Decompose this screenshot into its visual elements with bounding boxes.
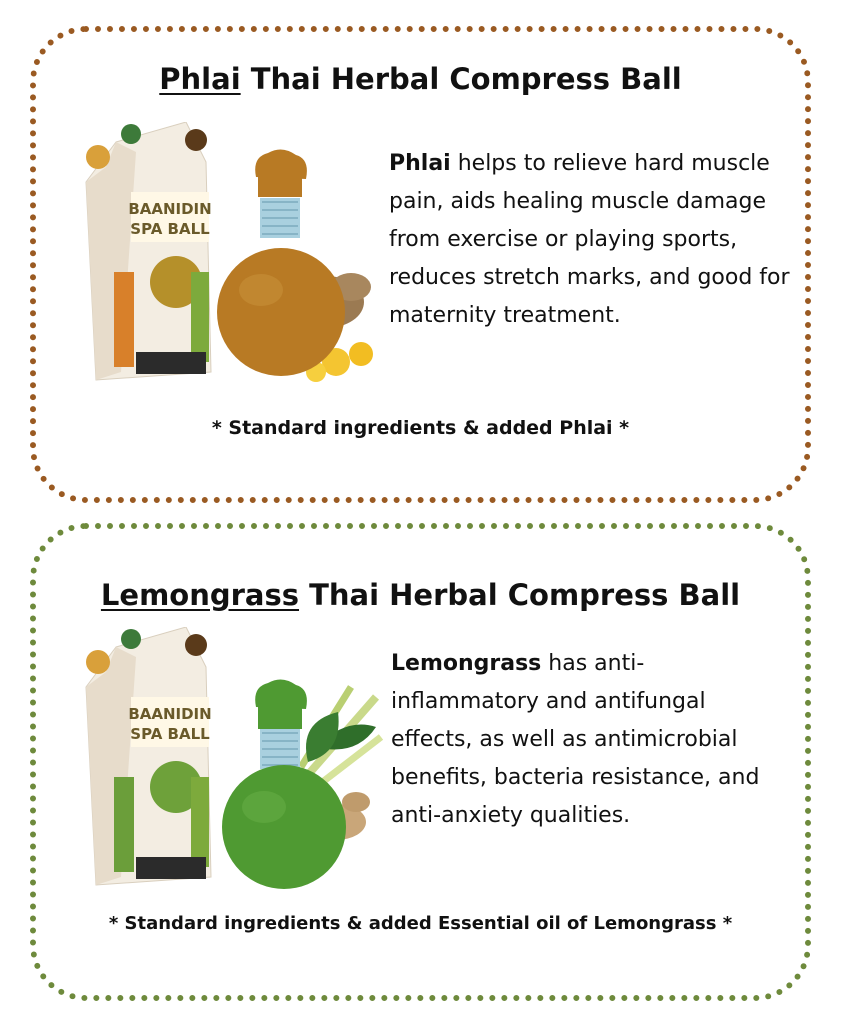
- phlai-description: [389, 145, 809, 335]
- phlai-desc-text: helps to relieve hard muscle pain, aids healing muscle damage from exercise or playing sports, reduces stretch marks, and good for maternity treatment.: [389, 151, 790, 328]
- phlai-package-brand-2: SPA BALL: [130, 220, 210, 238]
- phlai-product-image: [76, 122, 376, 392]
- lemongrass-footnote: * Standard ingredients & added Essential oil of Lemongrass *: [108, 913, 733, 934]
- lemongrass-product-image: [76, 627, 386, 897]
- lemongrass-card-title: [36, 578, 805, 612]
- lemongrass-card: [30, 523, 811, 1001]
- lemongrass-package-brand-2: SPA BALL: [130, 725, 210, 743]
- lemongrass-title-highlight: Lemongrass: [100, 578, 300, 612]
- phlai-title-highlight: Phlai: [159, 62, 241, 96]
- lemongrass-desc-bold: Lemongrass: [391, 651, 542, 676]
- lemongrass-package-brand-1: BAANIDIN: [128, 705, 212, 723]
- phlai-card-title: [36, 62, 805, 96]
- phlai-desc-bold: Phlai: [389, 151, 451, 176]
- phlai-title-rest: Thai Herbal Compress Ball: [240, 62, 682, 96]
- phlai-package-brand-1: BAANIDIN: [128, 200, 212, 218]
- lemongrass-description: [391, 645, 791, 835]
- lemongrass-desc-text: has anti-inflammatory and antifungal effects, as well as antimicrobial benefits, bacteria resistance, and anti-anxiety qualities.: [391, 651, 760, 828]
- phlai-card: [30, 26, 811, 503]
- phlai-footnote: * Standard ingredients & added Phlai *: [211, 417, 630, 439]
- lemongrass-title-rest: Thai Herbal Compress Ball: [299, 578, 741, 612]
